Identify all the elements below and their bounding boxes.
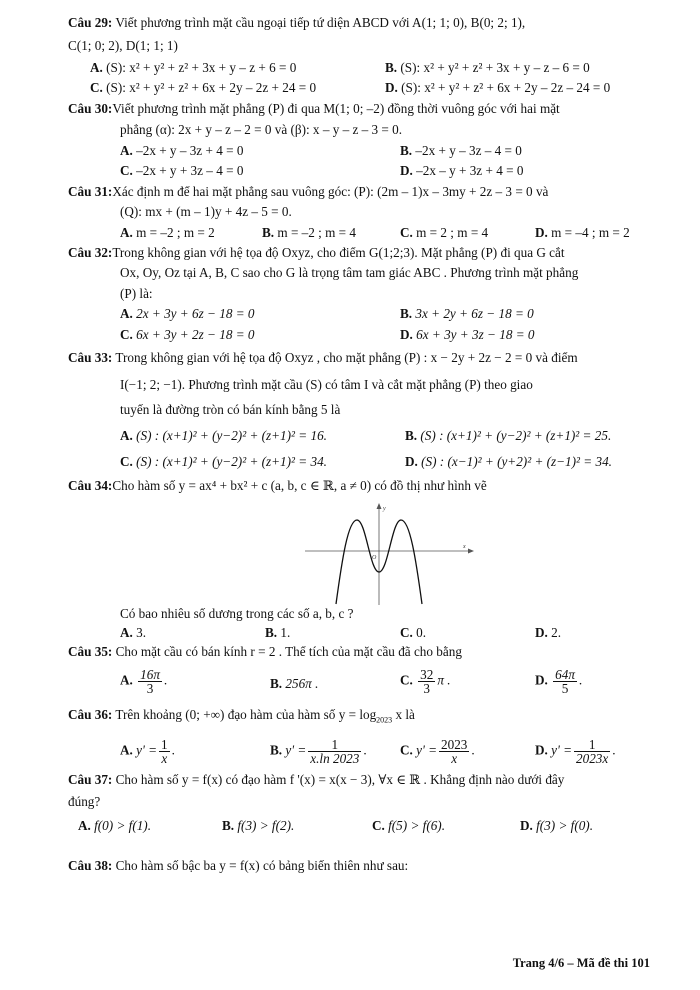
q32-option-d: D. 6x + 3y + 3z − 18 = 0 — [400, 327, 535, 342]
q29-option-b: B. (S): x² + y² + z² + 3x + y – z – 6 = 0 — [385, 60, 590, 75]
q36-option-c: C. y' = $\frac{2023}{x}$ . — [400, 737, 475, 766]
q31-option-d: D. m = –4 ; m = 2 — [535, 225, 630, 240]
q30-option-b: B. –2x + y – 3z – 4 = 0 — [400, 143, 522, 158]
q33-option-d: D. (S) : (x−1)² + (y+2)² + (z−1)² = 34. — [405, 454, 612, 469]
page-footer: Trang 4/6 – Mã đề thi 101 — [512, 956, 650, 970]
q37-option-c: C. f(5) > f(6). — [372, 818, 445, 833]
q37-option-d: D. f(3) > f(0). — [520, 818, 593, 833]
q32-option-b: B. 3x + 2y + 6z − 18 = 0 — [400, 306, 534, 321]
q36-option-b: B. y' = $\frac{1}{x.\ln 2023}$ . — [270, 737, 367, 766]
q32-stem-3: (P) là: — [120, 286, 153, 301]
q29-stem: Câu 29: Viết phương trình mặt cầu ngoại tiếp tứ diện ABCD với A(1; 1; 0), B(0; 2; 1), — [68, 15, 526, 30]
x-axis-arrow-icon — [468, 549, 474, 554]
x-axis-label: x — [463, 544, 466, 550]
q34-option-a: A. 3. — [120, 625, 147, 640]
q33-stem: Câu 33: Trong không gian với hệ tọa độ Oxyz , cho mặt phẳng (P) : x − 2y + 2z − 2 = 0 và điểm — [68, 350, 578, 365]
q31-option-a: A. m = –2 ; m = 2 — [120, 225, 215, 240]
q30-option-a: A. –2x + y – 3z + 4 = 0 — [120, 143, 244, 158]
q33-stem-2: I(−1; 2; −1). Phương trình mặt cầu (S) có tâm I và cắt mặt phẳng (P) theo giao — [120, 377, 533, 392]
q36-option-a: A. y' = $\frac{1}{x}$ . — [120, 737, 175, 766]
q34-stem: Câu 34:Cho hàm số y = ax⁴ + bx² + c (a, b, c ∈ ℝ, a ≠ 0) có đồ thị như hình vẽ — [68, 478, 487, 493]
q33-stem-3: tuyến là đường tròn có bán kính bằng 5 là — [120, 402, 341, 417]
q31-option-b: B. m = –2 ; m = 4 — [262, 225, 357, 240]
q31-option-c: C. m = 2 ; m = 4 — [400, 225, 489, 240]
q38-stem: Câu 38: Cho hàm số bậc ba y = f(x) có bảng biến thiên như sau: — [68, 858, 409, 873]
q35-option-d: D. $\frac{64\pi}{5}$ . — [535, 667, 583, 696]
q30-option-c: C. –2x + y + 3z – 4 = 0 — [120, 163, 244, 178]
q29-option-a: A. (S): x² + y² + z² + 3x + y – z + 6 = 0 — [90, 60, 297, 75]
q30-option-d: D. –2x – y + 3z + 4 = 0 — [400, 163, 524, 178]
q29-stem-2: C(1; 0; 2), D(1; 1; 1) — [68, 38, 178, 53]
q33-option-b: B. (S) : (x+1)² + (y−2)² + (z+1)² = 25. — [405, 428, 612, 443]
q30-stem: Câu 30:Viết phương trình mặt phẳng (P) đi qua M(1; 0; –2) đồng thời vuông góc với hai mặt — [68, 101, 560, 116]
q29-option-c: C. (S): x² + y² + z² + 6x + 2y – 2z + 24 = 0 — [90, 80, 317, 95]
q37-stem: Câu 37: Cho hàm số y = f(x) có đạo hàm f '(x) = x(x − 3), ∀x ∈ ℝ . Khẳng định nào dưới đây — [68, 772, 565, 787]
y-axis-label: y — [383, 506, 386, 512]
q33-option-c: C. (S) : (x+1)² + (y−2)² + (z+1)² = 34. — [120, 454, 327, 469]
q35-option-c: C. $\frac{32}{3}$ π . — [400, 667, 451, 696]
q29-option-d: D. (S): x² + y² + z² + 6x + 2y – 2z – 24 = 0 — [385, 80, 611, 95]
q32-stem-2: Ox, Oy, Oz tại A, B, C sao cho G là trọng tâm tam giác ABC . Phương trình mặt phẳng — [120, 265, 579, 280]
q31-stem: Câu 31:Xác định m để hai mặt phẳng sau vuông góc: (P): (2m – 1)x – 3my + 2z – 3 = 0 và — [68, 184, 549, 199]
q32-stem: Câu 32:Trong không gian với hệ tọa độ Oxyz, cho điểm G(1;2;3). Mặt phẳng (P) đi qua G cắt — [68, 245, 565, 260]
q37-option-b: B. f(3) > f(2). — [222, 818, 295, 833]
q35-option-a: A. $\frac{16\pi}{3}$ . — [120, 667, 168, 696]
y-axis-arrow-icon — [377, 503, 382, 509]
q36-stem: Câu 36: Trên khoảng (0; +∞) đạo hàm của hàm số $y = \log_{2023} x$ là — [68, 707, 415, 725]
q37-stem-2: đúng? — [68, 794, 101, 809]
q34-question: Có bao nhiêu số dương trong các số a, b, c ? — [120, 606, 354, 621]
q30-stem-2: phẳng (α): 2x + y – z – 2 = 0 và (β): x – y – z – 3 = 0. — [120, 122, 403, 137]
quartic-graph — [300, 500, 480, 605]
origin-label: O — [372, 555, 377, 561]
q35-stem: Câu 35: Cho mặt cầu có bán kính r = 2 . Thể tích của mặt cầu đã cho bằng — [68, 644, 462, 659]
q36-option-d: D. y' = $\frac{1}{2023x}$ . — [535, 737, 616, 766]
q37-option-a: A. f(0) > f(1). — [78, 818, 151, 833]
q34-option-b: B. 1. — [265, 625, 291, 640]
q32-option-a: A. 2x + 3y + 6z − 18 = 0 — [120, 306, 255, 321]
q35-option-b: B. 256π . — [270, 676, 319, 691]
q33-option-a: A. (S) : (x+1)² + (y−2)² + (z+1)² = 16. — [120, 428, 327, 443]
q32-option-c: C. 6x + 3y + 2z − 18 = 0 — [120, 327, 255, 342]
q34-option-c: C. 0. — [400, 625, 427, 640]
q31-stem-2: (Q): mx + (m – 1)y + 4z – 5 = 0. — [120, 204, 292, 219]
q34-option-d: D. 2. — [535, 625, 562, 640]
